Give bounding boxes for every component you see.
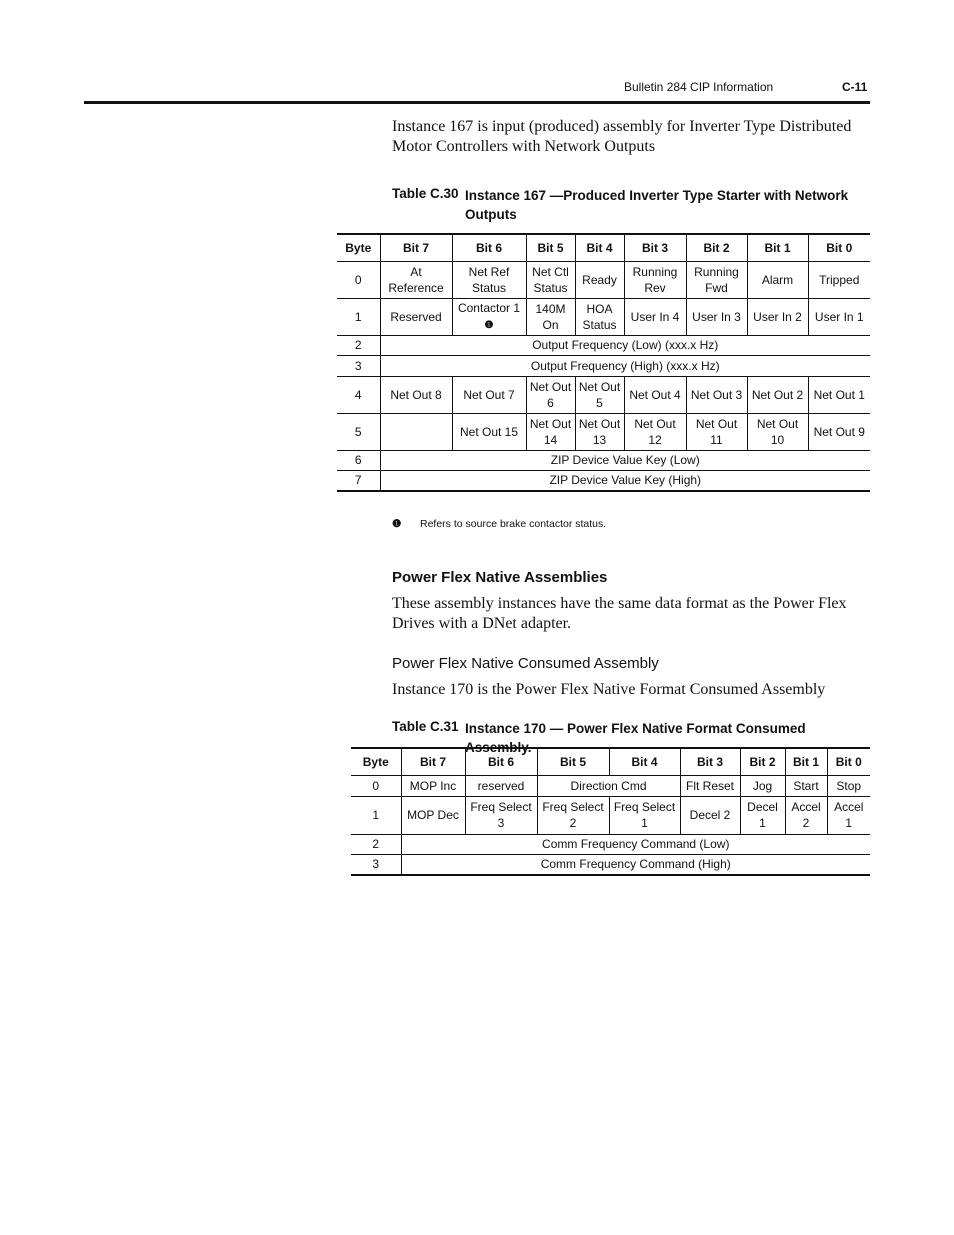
- bit-cell: Ready: [575, 261, 624, 298]
- byte-cell: 1: [337, 298, 380, 335]
- table-c30-caption: [392, 186, 862, 224]
- table-row: [337, 376, 870, 413]
- span-cell: ZIP Device Value Key (High): [380, 470, 870, 491]
- span-cell: Output Frequency (Low) (xxx.x Hz): [380, 335, 870, 355]
- header-cell: Bit 2: [740, 748, 785, 775]
- byte-cell: 5: [337, 413, 380, 450]
- bit-cell: User In 3: [686, 298, 747, 335]
- table-row: [337, 413, 870, 450]
- byte-cell: 4: [337, 376, 380, 413]
- bit-cell: Alarm: [747, 261, 808, 298]
- table-row: [337, 355, 870, 376]
- span-cell: Output Frequency (High) (xxx.x Hz): [380, 355, 870, 376]
- span-cell: Comm Frequency Command (Low): [401, 834, 870, 854]
- table-row: [351, 854, 870, 875]
- table-row: [337, 450, 870, 470]
- footnote-text: Refers to source brake contactor status.: [420, 518, 607, 530]
- table-c30-footnote: [392, 518, 606, 530]
- subsection-heading: Power Flex Native Consumed Assembly: [392, 655, 659, 672]
- bit-cell: User In 2: [747, 298, 808, 335]
- running-header-title: Bulletin 284 CIP Information: [624, 80, 774, 94]
- header-cell: Bit 3: [680, 748, 740, 775]
- header-cell: Bit 7: [380, 234, 452, 261]
- table-c30-title: Instance 167 —Produced Inverter Type Starter with Network Outputs: [465, 188, 849, 222]
- bit-cell: Accel 1: [827, 796, 870, 834]
- bit-cell: Net Out 10: [747, 413, 808, 450]
- bit-cell: Net Out 2: [747, 376, 808, 413]
- table-c30: [337, 233, 870, 492]
- bit-cell: [452, 298, 526, 335]
- table-c31-number: Table C.31: [392, 719, 459, 734]
- bit-cell: Net Out 7: [452, 376, 526, 413]
- byte-cell: 1: [351, 796, 401, 834]
- bit-cell: Net Out 13: [575, 413, 624, 450]
- bit-cell: At Reference: [380, 261, 452, 298]
- bit-cell: Net Out 8: [380, 376, 452, 413]
- bit-cell: Net Out 6: [526, 376, 575, 413]
- table-row: [337, 470, 870, 491]
- bit-cell: Flt Reset: [680, 775, 740, 796]
- bit-cell: User In 1: [808, 298, 870, 335]
- header-cell: Bit 7: [401, 748, 465, 775]
- byte-cell: 3: [337, 355, 380, 376]
- bit-cell: HOA Status: [575, 298, 624, 335]
- page-number: C-11: [842, 80, 868, 94]
- header-cell: Bit 2: [686, 234, 747, 261]
- bit-cell: Decel 1: [740, 796, 785, 834]
- bit-cell: Tripped: [808, 261, 870, 298]
- table-c30-number: Table C.30: [392, 186, 459, 201]
- header-cell: Bit 6: [465, 748, 537, 775]
- intro-paragraph: Instance 167 is input (produced) assembly for Inverter Type Distributed Motor Controllers with Network Outputs: [392, 118, 852, 155]
- bit-cell: Accel 2: [785, 796, 827, 834]
- header-cell: Bit 4: [575, 234, 624, 261]
- byte-cell: 2: [351, 834, 401, 854]
- byte-cell: 0: [337, 261, 380, 298]
- span-cell: Comm Frequency Command (High): [401, 854, 870, 875]
- header-cell: Bit 5: [526, 234, 575, 261]
- bit-cell: Stop: [827, 775, 870, 796]
- table-c31: [351, 747, 870, 876]
- footnote-marker: ❶: [392, 518, 402, 530]
- byte-cell: 6: [337, 450, 380, 470]
- bit-cell: MOP Inc: [401, 775, 465, 796]
- bit-cell: Reserved: [380, 298, 452, 335]
- section-heading: Power Flex Native Assemblies: [392, 569, 608, 586]
- bit-cell: Net Out 3: [686, 376, 747, 413]
- bit-cell: Running Rev: [624, 261, 686, 298]
- contactor-label: Contactor 1: [457, 300, 521, 315]
- bit-cell: Freq Select 2: [537, 796, 609, 834]
- header-cell: Bit 1: [785, 748, 827, 775]
- table-header-row: [337, 234, 870, 261]
- bit-cell: Net Out 11: [686, 413, 747, 450]
- table-row: [337, 335, 870, 355]
- table-c31-title: Instance 170 — Power Flex Native Format Consumed Assembly.: [465, 721, 806, 755]
- bit-cell: Running Fwd: [686, 261, 747, 298]
- table-row: [337, 298, 870, 335]
- table-header-row: [351, 748, 870, 775]
- table-row: [351, 775, 870, 796]
- byte-cell: 2: [337, 335, 380, 355]
- table-row: [351, 796, 870, 834]
- table-row: [337, 261, 870, 298]
- bit-cell: Net Ref Status: [452, 261, 526, 298]
- bit-cell: Net Out 9: [808, 413, 870, 450]
- bit-cell: Jog: [740, 775, 785, 796]
- bit-cell: Net Out 5: [575, 376, 624, 413]
- bit-cell: Start: [785, 775, 827, 796]
- header-cell: Bit 6: [452, 234, 526, 261]
- header-cell: Byte: [351, 748, 401, 775]
- bit-cell: MOP Dec: [401, 796, 465, 834]
- header-cell: Byte: [337, 234, 380, 261]
- header-cell: Bit 5: [537, 748, 609, 775]
- header-cell: Bit 0: [808, 234, 870, 261]
- header-cell: Bit 4: [609, 748, 680, 775]
- bit-cell: Net Out 15: [452, 413, 526, 450]
- bit-cell: Net Out 4: [624, 376, 686, 413]
- header-cell: Bit 3: [624, 234, 686, 261]
- bit-cell: Freq Select 1: [609, 796, 680, 834]
- span-cell: Direction Cmd: [537, 775, 680, 796]
- bit-cell: Net Out 1: [808, 376, 870, 413]
- bit-cell: Net Out 12: [624, 413, 686, 450]
- header-cell: Bit 0: [827, 748, 870, 775]
- byte-cell: 0: [351, 775, 401, 796]
- byte-cell: 3: [351, 854, 401, 875]
- bit-cell: Net Ctl Status: [526, 261, 575, 298]
- subsection-paragraph: Instance 170 is the Power Flex Native Format Consumed Assembly: [392, 681, 826, 698]
- table-row: [351, 834, 870, 854]
- bit-cell: Freq Select 3: [465, 796, 537, 834]
- span-cell: ZIP Device Value Key (Low): [380, 450, 870, 470]
- bit-cell: [380, 413, 452, 450]
- section-paragraph: These assembly instances have the same data format as the Power Flex Drives with a DNet adapter.: [392, 595, 847, 632]
- bit-cell: User In 4: [624, 298, 686, 335]
- footnote-marker: ❶: [484, 319, 494, 331]
- bit-cell: reserved: [465, 775, 537, 796]
- header-cell: Bit 1: [747, 234, 808, 261]
- bit-cell: 140M On: [526, 298, 575, 335]
- bit-cell: Decel 2: [680, 796, 740, 834]
- bit-cell: Net Out 14: [526, 413, 575, 450]
- header-rule: [84, 101, 870, 104]
- byte-cell: 7: [337, 470, 380, 491]
